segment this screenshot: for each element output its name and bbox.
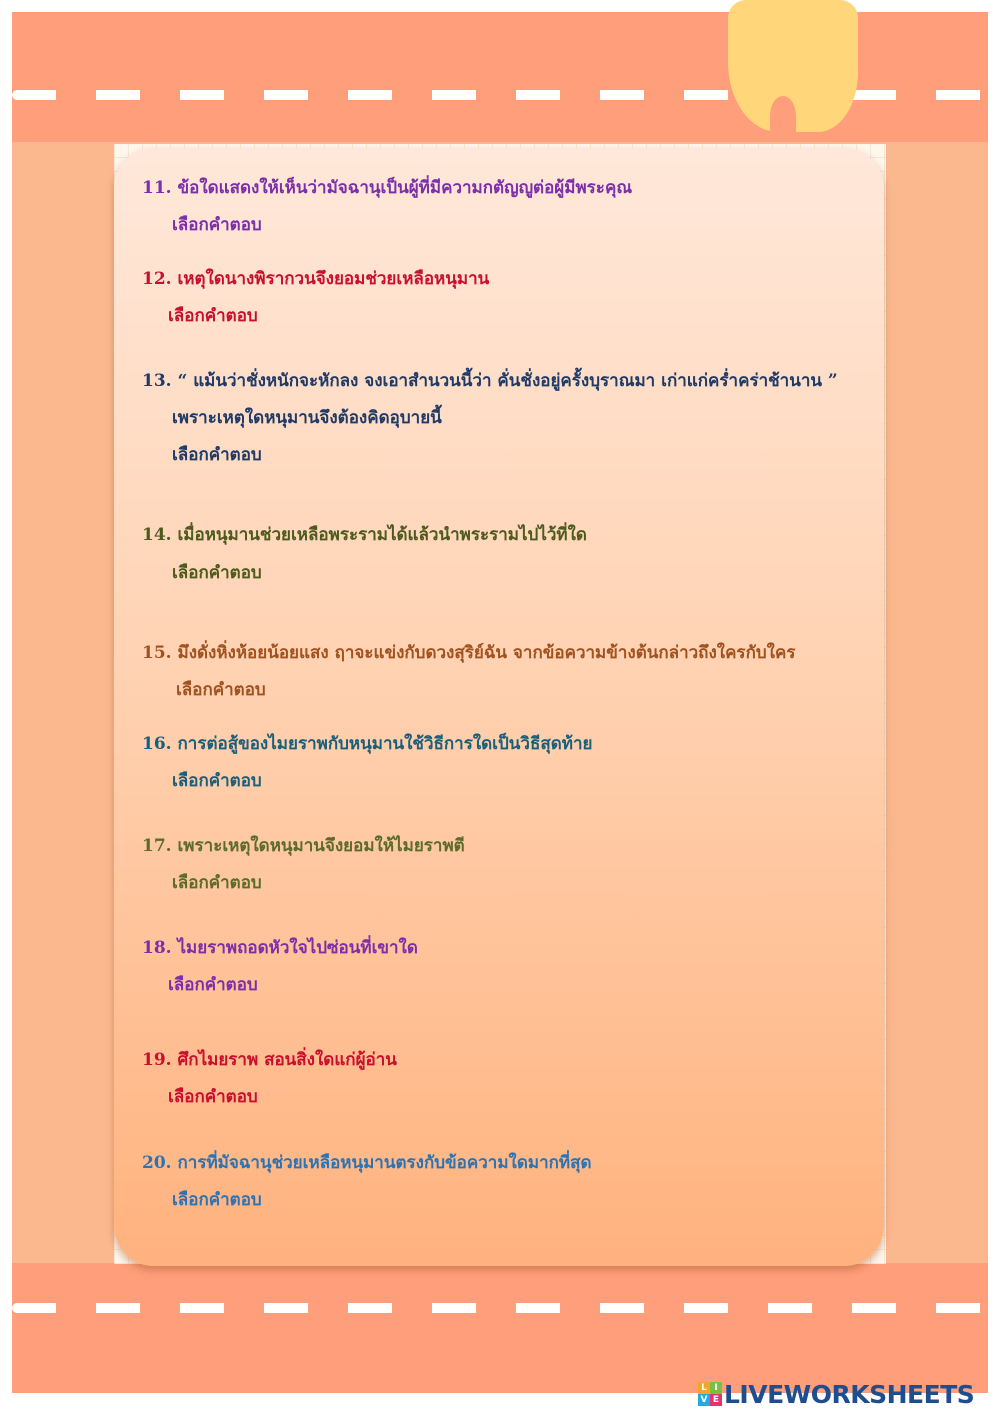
answer-select-19[interactable]: เลือกคำตอบ — [168, 1087, 258, 1107]
answer-select-13[interactable]: เลือกคำตอบ — [172, 445, 262, 465]
question-20: 20. การที่มัจฉานุช่วยเหลือหนุมานตรงกับข้อความใดมากที่สุด — [142, 1153, 592, 1173]
answer-select-20[interactable]: เลือกคำตอบ — [172, 1190, 262, 1210]
decorative-blob-notch — [770, 96, 796, 136]
answer-select-15[interactable]: เลือกคำตอบ — [176, 680, 266, 700]
answer-select-12[interactable]: เลือกคำตอบ — [168, 306, 258, 326]
liveworksheets-logo — [698, 1380, 974, 1408]
question-14: 14. เมื่อหนุมานช่วยเหลือพระรามได้แล้วนำพระรามไปไว้ที่ใด — [142, 525, 587, 545]
answer-select-14[interactable]: เลือกคำตอบ — [172, 563, 262, 583]
liveworksheets-logo-icon: L I V E — [698, 1382, 722, 1406]
bottom-band — [12, 1263, 988, 1393]
question-19: 19. ศึกไมยราพ สอนสิ่งใดแก่ผู้อ่าน — [142, 1050, 397, 1070]
answer-select-17[interactable]: เลือกคำตอบ — [172, 873, 262, 893]
answer-select-11[interactable]: เลือกคำตอบ — [172, 215, 262, 235]
answer-select-16[interactable]: เลือกคำตอบ — [172, 771, 262, 791]
question-18: 18. ไมยราพถอดหัวใจไปซ่อนที่เขาใด — [142, 938, 418, 958]
question-13-line-2: เพราะเหตุใดหนุมานจึงต้องคิดอุบายนี้ — [172, 408, 442, 428]
question-12: 12. เหตุใดนางพิรากวนจึงยอมช่วยเหลือหนุมาน — [142, 269, 490, 289]
liveworksheets-logo-text: LIVEWORKSHEETS — [724, 1379, 975, 1409]
question-11: 11. ข้อใดแสดงให้เห็นว่ามัจฉานุเป็นผู้ที่มีความกตัญญูต่อผู้มีพระคุณ — [142, 178, 633, 198]
question-17: 17. เพราะเหตุใดหนุมานจึงยอมให้ไมยราพตี — [142, 836, 465, 856]
question-16: 16. การต่อสู้ของไมยราพกับหนุมานใช้วิธีการใดเป็นวิธีสุดท้าย — [142, 734, 593, 754]
answer-select-18[interactable]: เลือกคำตอบ — [168, 975, 258, 995]
question-15: 15. มึงดั่งหิ่งห้อยน้อยแสง ฤาจะแข่งกับดวงสุริย์ฉัน จากข้อความข้างต้นกล่าวถึงใครกับใคร — [142, 643, 796, 663]
bottom-stitch-line — [12, 1303, 988, 1313]
question-13: 13. “ แม้นว่าชั่งหนักจะหักลง จงเอาสำนวนนี้ว่า คั่นชั่งอยู่ครั้งบุราณมา เก่าแก่คร่ำคร่าช้านาน ” — [142, 371, 838, 391]
